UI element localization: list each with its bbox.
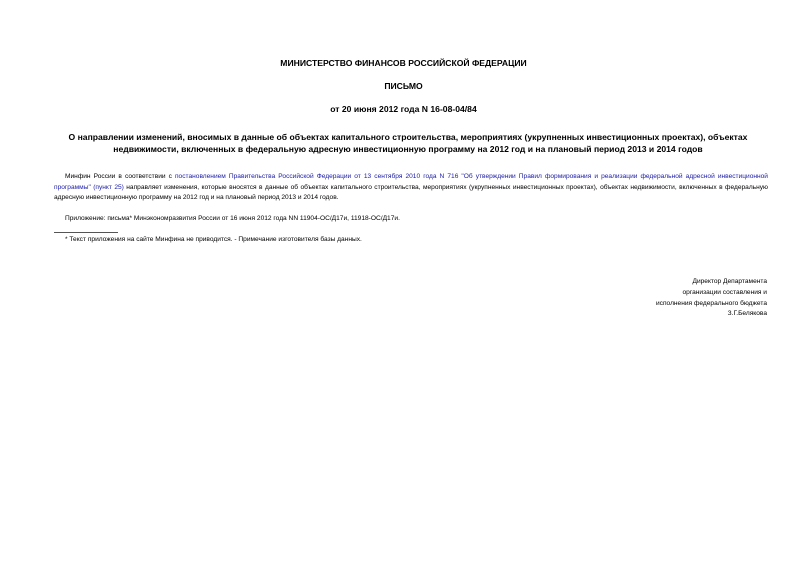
body-intro-text: Минфин России в соответствии с [65, 173, 175, 180]
document-date-number: от 20 июня 2012 года N 16-08-04/84 [330, 104, 477, 114]
body-text: направляет изменения, которые вносятся в данные об объектах капитального строительства, мероприятиях (укрупненных инвестиционных проектах), объектах недвижимости, [123, 183, 677, 191]
appendix-line: Приложение: письма* Минэкономразвития России от 16 июня 2012 года NN 11904-ОС/Д17и, 11918-ОС/Д17и. [65, 215, 400, 222]
signature-position-line-2: организации составления и [682, 288, 767, 296]
signature-position-line-3: исполнения федерального бюджета [656, 299, 767, 307]
document-type: ПИСЬМО [384, 81, 423, 91]
resolution-link[interactable]: постановлением Правительства Российской Федерации от 13 сентября 2010 года N 716 "Об утверждении Правил формирования и реализации федеральной адресной инвестиционной программы" (пункт 25) [54, 173, 768, 191]
signature-position-line-1: Директор Департамента [692, 278, 767, 285]
ministry-title: МИНИСТЕРСТВО ФИНАНСОВ РОССИЙСКОЙ ФЕДЕРАЦИИ [280, 58, 527, 68]
footnote-divider [54, 232, 118, 233]
body-paragraph [54, 172, 768, 204]
body-last-line: включенных в федеральную адресную инвестиционную программу на 2012 год и на плановый период 2013 и 2014 годов. [54, 183, 768, 201]
document-subject: О направлении изменений, вносимых в данные об объектах капитального строительства, мероприятиях (укрупненных инвестиционных проектах), объектах недвижимости, включенных в федеральную адресную инвестиционную программу на 2012 год и на плановый период 2013 и 2014 годов [68, 132, 748, 154]
signature-block [656, 277, 767, 320]
signatory-name: З.Г.Белякова [727, 310, 767, 318]
footnote-text: * Текст приложения на сайте Минфина не приводится. - Примечание изготовителя базы данных. [65, 236, 362, 243]
